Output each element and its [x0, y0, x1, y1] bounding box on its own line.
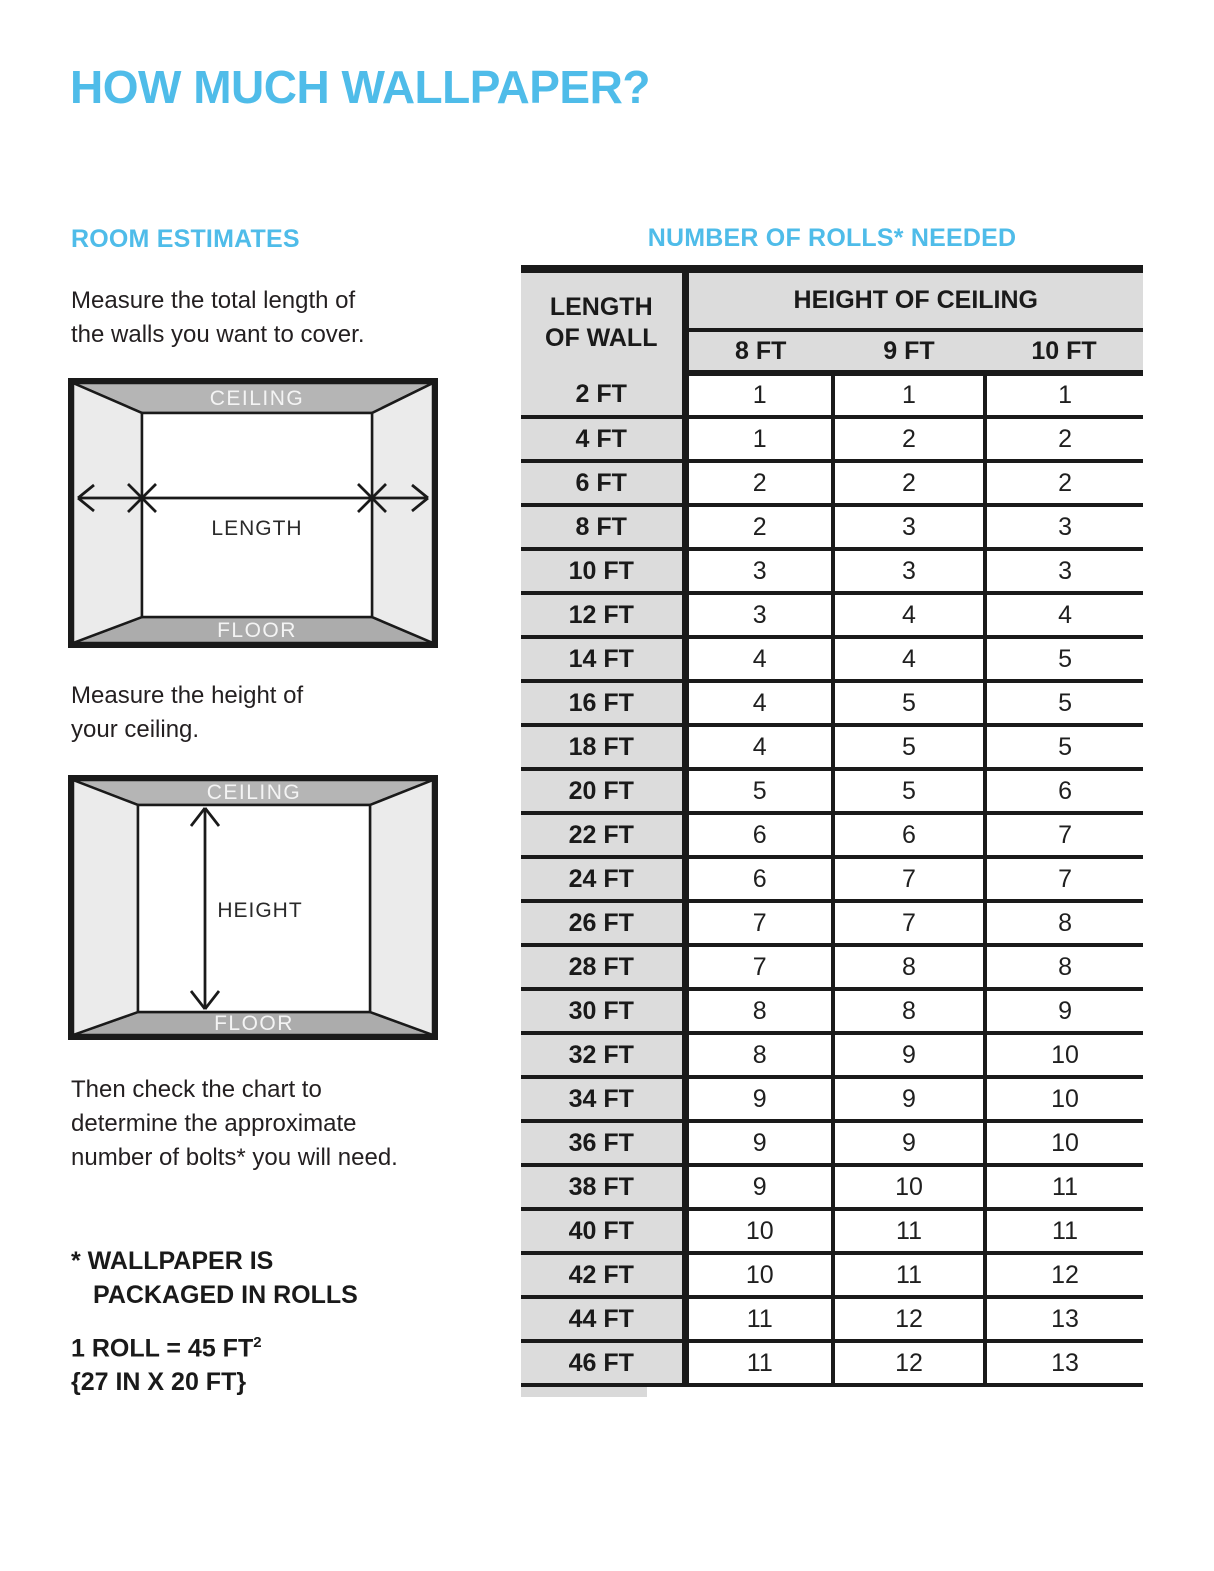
- rolls-value-cell: 5: [833, 725, 985, 769]
- rolls-value-cell: 5: [985, 725, 1143, 769]
- table-row: [521, 1341, 1143, 1385]
- rolls-value-cell: 7: [685, 901, 833, 945]
- rolls-value-cell: 7: [833, 901, 985, 945]
- rolls-value-cell: 9: [833, 1077, 985, 1121]
- table-row: [521, 1165, 1143, 1209]
- rolls-value-cell: 3: [685, 593, 833, 637]
- table-row: [521, 813, 1143, 857]
- length-of-wall-header: [521, 269, 685, 373]
- rolls-value-cell: 11: [833, 1209, 985, 1253]
- rolls-value-cell: 3: [985, 505, 1143, 549]
- page-title: HOW MUCH WALLPAPER?: [70, 61, 650, 113]
- wall-length-cell: 36 FT: [521, 1121, 685, 1165]
- corner-header-line1: LENGTH: [549, 293, 653, 321]
- rolls-value-cell: 3: [985, 549, 1143, 593]
- rolls-value-cell: 9: [985, 989, 1143, 1033]
- wall-length-cell: 30 FT: [521, 989, 685, 1033]
- step3-line1: Then check the chart to: [71, 1076, 322, 1103]
- rolls-value-cell: 9: [833, 1033, 985, 1077]
- rolls-value-cell: 4: [833, 593, 985, 637]
- step2-line2: your ceiling.: [71, 716, 200, 743]
- table-row: [521, 637, 1143, 681]
- roll-size-info: [71, 1326, 262, 1399]
- table-row: [521, 505, 1143, 549]
- rolls-value-cell: 8: [685, 989, 833, 1033]
- rolls-value-cell: 2: [685, 505, 833, 549]
- height-label: HEIGHT: [217, 899, 303, 922]
- step1-line2: the walls you want to cover.: [71, 321, 365, 348]
- rolls-value-cell: 8: [833, 945, 985, 989]
- table-row: [521, 1077, 1143, 1121]
- roll-size-line1: 1 ROLL = 45 FT: [71, 1334, 254, 1363]
- wall-length-cell: 26 FT: [521, 901, 685, 945]
- rolls-value-cell: 5: [985, 681, 1143, 725]
- table-row: [521, 945, 1143, 989]
- rolls-value-cell: 10: [685, 1253, 833, 1297]
- rolls-value-cell: 2: [833, 461, 985, 505]
- rolls-value-cell: 11: [685, 1297, 833, 1341]
- table-row: [521, 417, 1143, 461]
- height-diagram: [68, 775, 438, 1040]
- wall-length-cell: 46 FT: [521, 1341, 685, 1385]
- corner-header-line2: OF WALL: [545, 324, 658, 352]
- left-wall-panel: [73, 780, 138, 1035]
- step1-line1: Measure the total length of: [71, 287, 356, 314]
- rolls-value-cell: 11: [685, 1341, 833, 1385]
- rolls-value-cell: 9: [833, 1121, 985, 1165]
- rolls-value-cell: 8: [985, 945, 1143, 989]
- col-header-8ft: 8 FT: [685, 330, 833, 373]
- left-wall-panel: [73, 383, 142, 643]
- floor-label: FLOOR: [217, 619, 297, 642]
- table-row: [521, 1297, 1143, 1341]
- footnote-line2: PACKAGED IN ROLLS: [93, 1281, 358, 1309]
- table-row: [521, 461, 1143, 505]
- right-wall-panel: [370, 780, 433, 1035]
- rolls-value-cell: 8: [985, 901, 1143, 945]
- wall-length-cell: 20 FT: [521, 769, 685, 813]
- rolls-value-cell: 4: [685, 725, 833, 769]
- wall-length-cell: 38 FT: [521, 1165, 685, 1209]
- rolls-value-cell: 2: [685, 461, 833, 505]
- step3-line2: determine the approximate: [71, 1110, 357, 1137]
- back-wall-panel: [142, 413, 372, 617]
- table-row: [521, 989, 1143, 1033]
- rolls-value-cell: 6: [985, 769, 1143, 813]
- rolls-value-cell: 4: [985, 593, 1143, 637]
- wall-length-cell: 24 FT: [521, 857, 685, 901]
- rolls-value-cell: 9: [685, 1077, 833, 1121]
- rolls-value-cell: 3: [833, 505, 985, 549]
- rolls-value-cell: 3: [833, 549, 985, 593]
- step2-text: [71, 679, 303, 747]
- wall-length-cell: 6 FT: [521, 461, 685, 505]
- wall-length-cell: 28 FT: [521, 945, 685, 989]
- rolls-value-cell: 10: [985, 1077, 1143, 1121]
- room-estimates-heading: ROOM ESTIMATES: [71, 225, 300, 253]
- length-diagram: [68, 378, 438, 648]
- rolls-value-cell: 12: [833, 1341, 985, 1385]
- step2-line1: Measure the height of: [71, 682, 304, 709]
- table-row: [521, 1033, 1143, 1077]
- rolls-value-cell: 6: [833, 813, 985, 857]
- rolls-value-cell: 11: [985, 1165, 1143, 1209]
- rolls-value-cell: 10: [985, 1121, 1143, 1165]
- ceiling-label: CEILING: [209, 387, 305, 410]
- wall-length-cell: 12 FT: [521, 593, 685, 637]
- rolls-value-cell: 11: [833, 1253, 985, 1297]
- rolls-value-cell: 5: [685, 769, 833, 813]
- wallpaper-footnote: [71, 1244, 358, 1312]
- footnote-line1: * WALLPAPER IS: [71, 1247, 274, 1275]
- length-label: LENGTH: [211, 517, 303, 540]
- rolls-value-cell: 7: [685, 945, 833, 989]
- step3-line3: number of bolts* you will need.: [71, 1144, 398, 1171]
- rolls-value-cell: 6: [685, 813, 833, 857]
- rolls-value-cell: 2: [985, 417, 1143, 461]
- rolls-value-cell: 5: [833, 681, 985, 725]
- table-row: [521, 373, 1143, 417]
- wall-length-cell: 2 FT: [521, 373, 685, 417]
- rolls-value-cell: 1: [685, 373, 833, 417]
- wall-length-cell: 40 FT: [521, 1209, 685, 1253]
- table-row: [521, 593, 1143, 637]
- rolls-value-cell: 12: [985, 1253, 1143, 1297]
- rolls-value-cell: 8: [685, 1033, 833, 1077]
- table-row: [521, 1253, 1143, 1297]
- rolls-table-body: [521, 373, 1143, 1385]
- rolls-value-cell: 1: [833, 373, 985, 417]
- rolls-value-cell: 13: [985, 1341, 1143, 1385]
- rolls-value-cell: 9: [685, 1121, 833, 1165]
- roll-size-line2: {27 IN X 20 FT}: [71, 1368, 247, 1397]
- rolls-value-cell: 2: [833, 417, 985, 461]
- wall-length-cell: 18 FT: [521, 725, 685, 769]
- rolls-table: [521, 265, 1143, 1387]
- wall-length-cell: 42 FT: [521, 1253, 685, 1297]
- table-row: [521, 681, 1143, 725]
- wall-length-cell: 44 FT: [521, 1297, 685, 1341]
- wall-length-cell: 34 FT: [521, 1077, 685, 1121]
- rolls-value-cell: 13: [985, 1297, 1143, 1341]
- height-of-ceiling-header: HEIGHT OF CEILING: [685, 269, 1143, 330]
- table-row: [521, 769, 1143, 813]
- step3-text: [71, 1073, 398, 1175]
- rolls-value-cell: 11: [985, 1209, 1143, 1253]
- table-row: [521, 857, 1143, 901]
- table-header-row: [521, 269, 1143, 330]
- rolls-value-cell: 1: [685, 417, 833, 461]
- rolls-value-cell: 10: [985, 1033, 1143, 1077]
- step1-text: [71, 284, 364, 352]
- rolls-value-cell: 10: [833, 1165, 985, 1209]
- table-left-column-tail: [521, 1387, 647, 1397]
- rolls-value-cell: 4: [833, 637, 985, 681]
- rolls-value-cell: 8: [833, 989, 985, 1033]
- floor-label: FLOOR: [214, 1012, 294, 1035]
- wall-length-cell: 8 FT: [521, 505, 685, 549]
- rolls-value-cell: 9: [685, 1165, 833, 1209]
- col-header-10ft: 10 FT: [985, 330, 1143, 373]
- roll-size-exponent: 2: [253, 1334, 262, 1351]
- rolls-value-cell: 7: [833, 857, 985, 901]
- rolls-table-container: [521, 265, 1143, 1397]
- rolls-value-cell: 3: [685, 549, 833, 593]
- rolls-value-cell: 5: [833, 769, 985, 813]
- wall-length-cell: 16 FT: [521, 681, 685, 725]
- table-row: [521, 901, 1143, 945]
- rolls-value-cell: 6: [685, 857, 833, 901]
- rolls-value-cell: 7: [985, 813, 1143, 857]
- rolls-value-cell: 4: [685, 681, 833, 725]
- wall-length-cell: 14 FT: [521, 637, 685, 681]
- wall-length-cell: 10 FT: [521, 549, 685, 593]
- rolls-value-cell: 1: [985, 373, 1143, 417]
- rolls-value-cell: 5: [985, 637, 1143, 681]
- wall-length-cell: 32 FT: [521, 1033, 685, 1077]
- table-row: [521, 1209, 1143, 1253]
- table-row: [521, 549, 1143, 593]
- wall-length-cell: 22 FT: [521, 813, 685, 857]
- wall-length-cell: 4 FT: [521, 417, 685, 461]
- rolls-value-cell: 7: [985, 857, 1143, 901]
- table-row: [521, 725, 1143, 769]
- rolls-value-cell: 2: [985, 461, 1143, 505]
- rolls-value-cell: 10: [685, 1209, 833, 1253]
- table-row: [521, 1121, 1143, 1165]
- col-header-9ft: 9 FT: [833, 330, 985, 373]
- rolls-value-cell: 4: [685, 637, 833, 681]
- right-wall-panel: [372, 383, 433, 643]
- rolls-value-cell: 12: [833, 1297, 985, 1341]
- ceiling-label: CEILING: [206, 781, 302, 804]
- rolls-needed-heading: NUMBER OF ROLLS* NEEDED: [647, 224, 1017, 252]
